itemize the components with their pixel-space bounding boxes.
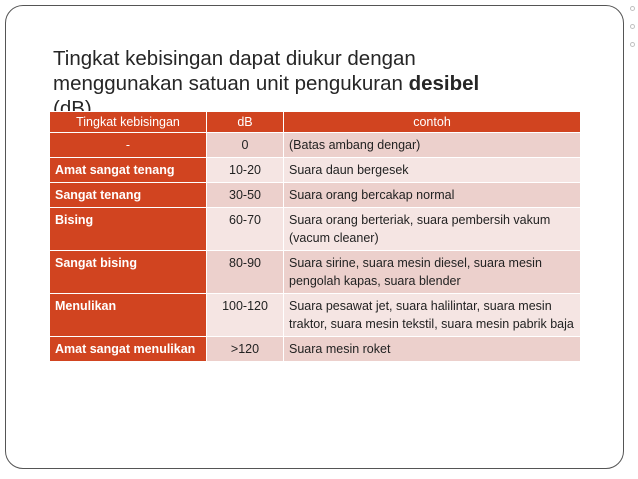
noise-level-table [49,111,581,362]
level-cell: Sangat tenang [50,183,207,208]
table-header-row [50,112,581,133]
level-cell: - [50,133,207,158]
table-row [50,294,581,337]
table-row [50,183,581,208]
db-cell: 0 [207,133,284,158]
level-cell: Sangat bising [50,251,207,294]
example-cell: Suara orang bercakap normal [284,183,581,208]
heading-line-1: Tingkat kebisingan dapat diukur dengan [53,47,416,70]
example-cell: Suara mesin roket [284,337,581,362]
nav-dot-icon[interactable] [630,42,635,47]
example-cell: (Batas ambang dengar) [284,133,581,158]
db-cell: 80-90 [207,251,284,294]
example-cell: Suara orang berteriak, suara pembersih vakum (vacum cleaner) [284,208,581,251]
example-cell: Suara daun bergesek [284,158,581,183]
nav-dot-icon[interactable] [630,24,635,29]
slide-nav [630,0,638,60]
db-cell: 60-70 [207,208,284,251]
db-cell: >120 [207,337,284,362]
table-row [50,251,581,294]
level-cell: Menulikan [50,294,207,337]
level-cell: Amat sangat tenang [50,158,207,183]
table-row [50,158,581,183]
db-cell: 30-50 [207,183,284,208]
level-cell: Amat sangat menulikan [50,337,207,362]
table-row [50,133,581,158]
table-row [50,337,581,362]
slide-heading [53,46,593,96]
header-db: dB [207,112,284,133]
heading-line-3 [53,96,92,107]
header-example: contoh [284,112,581,133]
nav-dot-icon[interactable] [630,6,635,11]
heading-line-2: menggunakan satuan unit pengukuran [53,72,409,95]
db-cell: 100-120 [207,294,284,337]
level-cell: Bising [50,208,207,251]
header-level: Tingkat kebisingan [50,112,207,133]
table-row [50,208,581,251]
example-cell: Suara sirine, suara mesin diesel, suara mesin pengolah kapas, suara blender [284,251,581,294]
heading-bold-term: desibel [408,72,480,95]
example-cell: Suara pesawat jet, suara halilintar, suara mesin traktor, suara mesin tekstil, suara mesin pabrik baja [284,294,581,337]
db-cell: 10-20 [207,158,284,183]
